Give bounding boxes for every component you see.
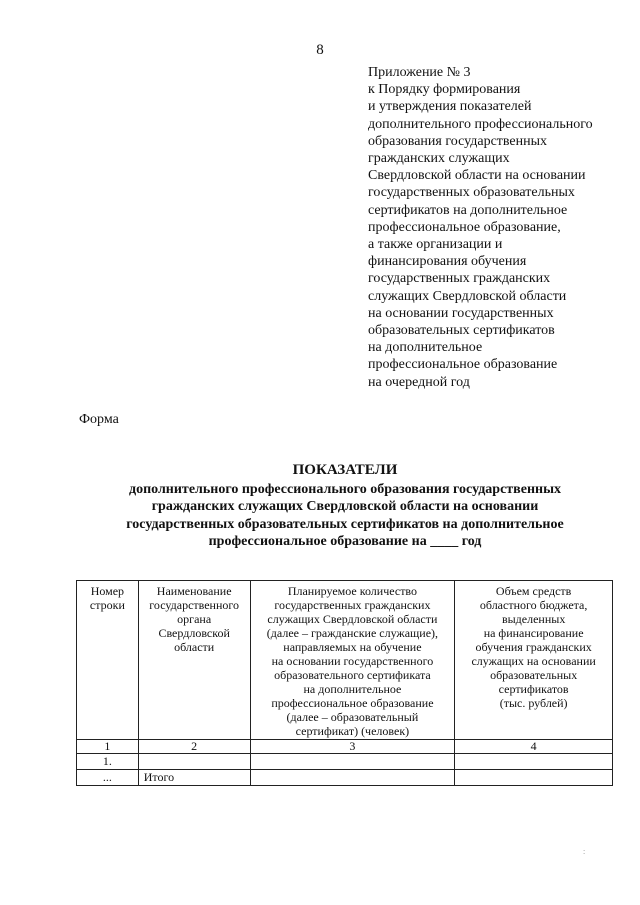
header-line: профессиональное образование bbox=[271, 696, 434, 710]
header-planned-count bbox=[250, 581, 455, 740]
table-cell: ... bbox=[77, 770, 139, 786]
header-line: Планируемое количество bbox=[287, 584, 418, 598]
appendix-line: служащих Свердловской области bbox=[368, 288, 567, 304]
header-line: обучения гражданских bbox=[475, 640, 592, 654]
table-cell bbox=[138, 754, 250, 770]
scan-mark: : bbox=[583, 847, 586, 856]
table-cell: 1. bbox=[77, 754, 139, 770]
header-line: образовательных bbox=[490, 668, 578, 682]
title-line: дополнительного профессионального образования государственных bbox=[128, 481, 562, 497]
table-cell bbox=[455, 754, 613, 770]
title-line: гражданских служащих Свердловской области на основании bbox=[151, 499, 539, 515]
header-line: Наименование bbox=[156, 584, 232, 598]
appendix-line: государственных гражданских bbox=[368, 271, 551, 287]
header-line: государственного bbox=[149, 598, 240, 612]
header-line: выделенных bbox=[501, 612, 566, 626]
header-line: направляемых на обучение bbox=[283, 640, 422, 654]
column-number: 4 bbox=[455, 740, 613, 754]
title-main: ПОКАЗАТЕЛИ bbox=[292, 462, 398, 478]
appendix-line: к Порядку формирования bbox=[368, 82, 521, 98]
form-label: Форма bbox=[79, 412, 119, 427]
header-line: служащих на основании bbox=[471, 654, 596, 668]
header-line: сертификатов bbox=[498, 682, 569, 696]
appendix-line: профессиональное образование bbox=[368, 357, 558, 373]
page-number: 8 bbox=[316, 42, 324, 58]
title-line: профессиональное образование на ____ год bbox=[208, 534, 482, 550]
header-line: (тыс. рублей) bbox=[499, 696, 568, 710]
header-line: Объем средств bbox=[495, 584, 572, 598]
appendix-line: образовательных сертификатов bbox=[368, 323, 555, 339]
appendix-line: профессиональное образование, bbox=[368, 219, 561, 235]
header-line: строки bbox=[89, 598, 125, 612]
appendix-line: на очередной год bbox=[368, 374, 470, 390]
appendix-line: Приложение № 3 bbox=[368, 65, 471, 80]
header-row-number bbox=[77, 581, 139, 740]
header-line: служащих Свердловской области bbox=[267, 612, 438, 626]
header-organ-name bbox=[138, 581, 250, 740]
table-cell: Итого bbox=[138, 770, 250, 786]
table-cell bbox=[250, 754, 455, 770]
indicators-table bbox=[76, 580, 613, 786]
header-line: образовательного сертификата bbox=[274, 668, 431, 682]
header-line: органа bbox=[177, 612, 212, 626]
column-number: 1 bbox=[77, 740, 139, 754]
header-line: на основании государственного bbox=[271, 654, 434, 668]
header-line: (далее – образовательный bbox=[286, 710, 419, 724]
appendix-line: образования государственных bbox=[368, 133, 548, 149]
table-row bbox=[77, 754, 613, 770]
appendix-line: на дополнительное bbox=[368, 340, 483, 356]
table-cell bbox=[455, 770, 613, 786]
appendix-line: а также организации и bbox=[368, 237, 503, 253]
appendix-line: государственных образовательных bbox=[368, 185, 575, 201]
header-line: Номер bbox=[90, 584, 125, 598]
table-header-row bbox=[77, 581, 613, 740]
table-row-total bbox=[77, 770, 613, 786]
header-line: государственных гражданских bbox=[274, 598, 431, 612]
column-number-row bbox=[77, 740, 613, 754]
appendix-line: финансирования обучения bbox=[368, 254, 527, 270]
header-line: на дополнительное bbox=[303, 682, 402, 696]
appendix-line: на основании государственных bbox=[368, 305, 554, 321]
header-line: (далее – гражданские служащие), bbox=[266, 626, 439, 640]
appendix-line: дополнительного профессионального bbox=[368, 116, 593, 132]
header-line: областного бюджета, bbox=[479, 598, 588, 612]
column-number: 3 bbox=[250, 740, 455, 754]
header-line: Свердловской bbox=[158, 626, 230, 640]
header-line: сертификат) (человек) bbox=[295, 724, 410, 738]
header-budget-volume bbox=[455, 581, 613, 740]
document-title bbox=[60, 462, 630, 551]
column-number: 2 bbox=[138, 740, 250, 754]
appendix-line: Свердловской области на основании bbox=[368, 168, 586, 184]
appendix-line: и утверждения показателей bbox=[368, 99, 532, 115]
appendix-reference bbox=[368, 64, 628, 391]
title-line: государственных образовательных сертификатов на дополнительное bbox=[126, 516, 564, 532]
appendix-line: сертификатов на дополнительное bbox=[368, 202, 568, 218]
header-line: на финансирование bbox=[483, 626, 584, 640]
table-cell bbox=[250, 770, 455, 786]
header-line: области bbox=[174, 640, 215, 654]
appendix-line: гражданских служащих bbox=[368, 151, 510, 167]
